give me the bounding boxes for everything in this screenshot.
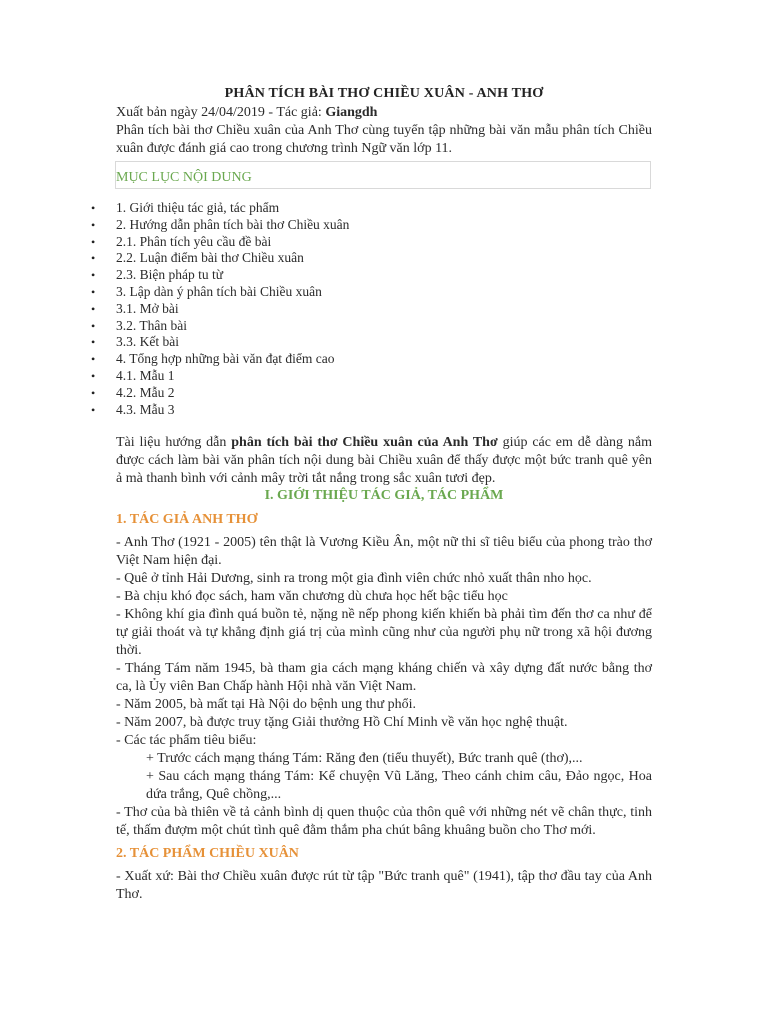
toc-item[interactable]: • 4.1. Mẫu 1: [116, 368, 652, 385]
toc-item[interactable]: • 2.3. Biện pháp tu từ: [116, 267, 652, 284]
works-line: + Trước cách mạng tháng Tám: Răng đen (tiểu thuyết), Bức tranh quê (thơ),...: [146, 751, 583, 766]
lead-text-bold: phân tích bài thơ Chiều xuân của Anh Thơ: [231, 435, 498, 450]
works-line: + Sau cách mạng tháng Tám: Kể chuyện Vũ Lăng, Theo cánh chim câu, Đảo ngọc, Hoa dứa trắng, Quê chồng,...: [146, 769, 652, 802]
subheading-author: 1. TÁC GIẢ ANH THƠ: [116, 512, 258, 527]
lead-paragraph-block: [116, 434, 652, 504]
toc-item[interactable]: • 2.1. Phân tích yêu cầu đề bài: [116, 234, 652, 251]
section-heading-1: I. GIỚI THIỆU TÁC GIẢ, TÁC PHẨM: [264, 488, 504, 503]
author-line: - Tháng Tám năm 1945, bà tham gia cách mạng kháng chiến và xây dựng đất nước bằng thơ ca, là Ủy viên Ban Chấp hành Hội nhà văn Việt Nam.: [116, 661, 652, 694]
publish-meta: [116, 104, 652, 122]
lead-text-end: giúp các em dễ dàng nắm được cách làm bài văn phân tích nội dung bài Chiều xuân để thấy được một bức tranh quê yên ả mà thanh bình với cảnh mây trời tắt nắng trong sắc xuân tươi đẹp.: [116, 435, 652, 486]
origin-line: - Xuất xứ: Bài thơ Chiều xuân được rút từ tập "Bức tranh quê" (1941), tập thơ đầu tay của Anh Thơ.: [116, 869, 652, 902]
toc-item[interactable]: • 3. Lập dàn ý phân tích bài Chiều xuân: [116, 284, 652, 301]
style-line: - Thơ của bà thiên về tả cảnh bình dị quen thuộc của thôn quê với những nét vẽ chân thực, tinh tế, thấm đượm một chút tình quê đằm thắm pha chút bâng khuâng buồn cho Thơ mới.: [116, 805, 652, 838]
author-block: [116, 512, 652, 528]
author-link[interactable]: Giangdh: [325, 105, 378, 120]
toc-header: [115, 161, 651, 189]
intro-text: Phân tích bài thơ Chiều xuân của Anh Thơ cùng tuyển tập những bài văn mẫu phân tích Chiều xuân được đánh giá cao trong chương trình Ngữ văn lớp 11.: [116, 123, 652, 156]
page-title: PHÂN TÍCH BÀI THƠ CHIỀU XUÂN - ANH THƠ: [224, 86, 544, 101]
subheading-work: 2. TÁC PHẨM CHIỀU XUÂN: [116, 846, 299, 861]
author-line: - Bà chịu khó đọc sách, ham văn chương dù chưa học hết bậc tiểu học: [116, 589, 508, 604]
work-block: [116, 846, 652, 862]
author-line: - Quê ở tỉnh Hải Dương, sinh ra trong một gia đình viên chức nhỏ xuất thân nho học.: [116, 571, 592, 586]
work-details: [116, 868, 652, 904]
toc-item[interactable]: • 4.2. Mẫu 2: [116, 385, 652, 402]
article: [116, 86, 652, 902]
toc-item[interactable]: • 3.2. Thân bài: [116, 318, 652, 335]
author-line: - Anh Thơ (1921 - 2005) tên thật là Vương Kiều Ân, một nữ thi sĩ tiêu biểu của phong trào thơ Việt Nam hiện đại.: [116, 535, 652, 568]
author-line: - Không khí gia đình quá buồn tẻ, nặng nề nếp phong kiến khiến bà phải tìm đến thơ ca như để tự giải thoát và tự khẳng định giá trị của mình cũng như của người phụ nữ trong xã hội đương thời.: [116, 607, 652, 658]
lead-text-start: Tài liệu hướng dẫn: [116, 435, 232, 450]
toc-item[interactable]: • 2.2. Luận điểm bài thơ Chiều xuân: [116, 250, 652, 267]
lead-paragraph: [116, 434, 652, 488]
toc-item[interactable]: • 4.3. Mẫu 3: [116, 402, 652, 419]
toc-item[interactable]: • 2. Hướng dẫn phân tích bài thơ Chiều xuân: [116, 217, 652, 234]
toc-title: MỤC LỤC NỘI DUNG: [116, 170, 252, 185]
author-line: - Năm 2007, bà được truy tặng Giải thưởng Hồ Chí Minh về văn học nghệ thuật.: [116, 715, 568, 730]
toc-item[interactable]: • 4. Tổng hợp những bài văn đạt điểm cao: [116, 351, 652, 368]
toc-item[interactable]: • 3.3. Kết bài: [116, 334, 652, 351]
toc-list: [116, 200, 652, 418]
toc-item[interactable]: • 3.1. Mở bài: [116, 301, 652, 318]
author-details: [116, 534, 652, 840]
toc-item[interactable]: • 1. Giới thiệu tác giả, tác phẩm: [116, 200, 652, 217]
publish-date: Xuất bản ngày 24/04/2019 - Tác giả:: [116, 105, 326, 120]
author-line: - Các tác phẩm tiêu biểu:: [116, 733, 257, 748]
author-line: - Năm 2005, bà mất tại Hà Nội do bệnh ung thư phổi.: [116, 697, 416, 712]
